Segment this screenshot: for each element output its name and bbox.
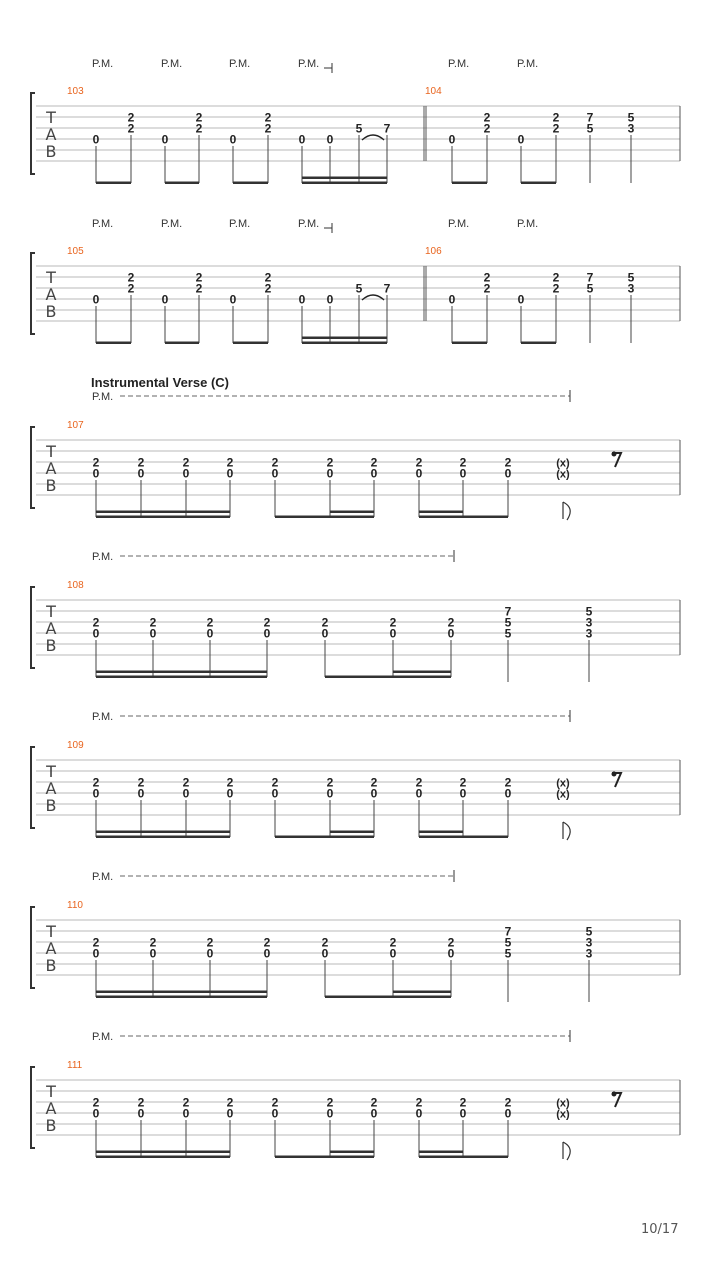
fret-number: 7	[586, 110, 594, 125]
fret-number: 2	[415, 775, 423, 790]
fret-number: 0	[517, 292, 525, 307]
fret-number: 2	[447, 935, 455, 950]
measure-number: 111	[67, 1060, 83, 1071]
fret-number: 2	[389, 615, 397, 630]
system-bracket	[31, 427, 35, 508]
fret-number: 5	[355, 121, 363, 136]
fret-number: 2	[483, 270, 491, 285]
fret-number: 2	[92, 615, 100, 630]
beam	[330, 831, 374, 834]
beam	[96, 1156, 230, 1159]
fret-number: 0	[370, 786, 378, 801]
note-flag	[563, 502, 570, 520]
fret-number: (x)	[556, 1097, 570, 1110]
tab-clef-b: B	[45, 956, 57, 975]
beam	[96, 511, 230, 514]
fret-number: 2	[552, 270, 560, 285]
eighth-rest-dot	[612, 772, 617, 777]
fret-number: 0	[415, 466, 423, 481]
fret-number: 0	[504, 786, 512, 801]
fret-number: 2	[264, 270, 272, 285]
fret-number: 2	[264, 121, 272, 136]
beam	[325, 996, 451, 999]
beam	[275, 516, 374, 519]
fret-number: 0	[206, 626, 214, 641]
fret-number: 2	[92, 775, 100, 790]
measure-number: 107	[67, 420, 84, 431]
fret-number: 2	[137, 1095, 145, 1110]
fret-number: (x)	[556, 457, 570, 470]
fret-number: 0	[226, 786, 234, 801]
fret-number: 0	[298, 132, 306, 147]
beam	[419, 1156, 508, 1159]
fret-number: 0	[92, 946, 100, 961]
fret-number: 5	[504, 615, 512, 630]
beam	[165, 182, 199, 185]
measure-number: 105	[67, 246, 84, 257]
beam	[275, 836, 374, 839]
palm-mute-label: P.M.	[517, 218, 539, 230]
fret-number: 5	[504, 946, 512, 961]
fret-number: 0	[326, 786, 334, 801]
fret-number: 0	[182, 786, 190, 801]
fret-number: 5	[627, 270, 635, 285]
palm-mute-label: P.M.	[92, 551, 114, 563]
fret-number: 0	[504, 466, 512, 481]
fret-number: 2	[271, 455, 279, 470]
palm-mute-label: P.M.	[92, 711, 114, 723]
tab-clef-b: B	[45, 142, 57, 161]
section-marker: Instrumental Verse (C)	[91, 375, 229, 390]
fret-number: 7	[383, 281, 391, 296]
fret-number: 0	[92, 466, 100, 481]
tab-clef-b: B	[45, 302, 57, 321]
beam	[419, 516, 508, 519]
fret-number: 0	[448, 132, 456, 147]
fret-number: 2	[389, 935, 397, 950]
fret-number: (x)	[556, 1108, 570, 1121]
system-bracket	[31, 907, 35, 988]
fret-number: 2	[127, 270, 135, 285]
fret-number: 2	[415, 455, 423, 470]
beam	[96, 831, 230, 834]
fret-number: 5	[586, 281, 594, 296]
beam	[96, 182, 131, 185]
beam	[96, 991, 267, 994]
fret-number: 2	[182, 775, 190, 790]
fret-number: 5	[585, 604, 593, 619]
palm-mute-label: P.M.	[448, 218, 470, 230]
fret-number: 0	[326, 466, 334, 481]
fret-number: 0	[229, 132, 237, 147]
tab-clef-t: T	[46, 108, 56, 127]
fret-number: 0	[448, 292, 456, 307]
fret-number: 2	[263, 615, 271, 630]
beam	[302, 337, 387, 340]
fret-number: 0	[92, 292, 100, 307]
fret-number: 2	[326, 775, 334, 790]
fret-number: 3	[585, 935, 593, 950]
beam	[96, 516, 230, 519]
beam	[302, 342, 387, 345]
measure-number: 103	[67, 86, 84, 97]
fret-number: 2	[415, 1095, 423, 1110]
fret-number: 2	[182, 455, 190, 470]
tab-clef-b: B	[45, 476, 57, 495]
system-bracket	[31, 747, 35, 828]
fret-number: 0	[415, 786, 423, 801]
beam	[96, 671, 267, 674]
system-bracket	[31, 93, 35, 174]
palm-mute-label: P.M.	[161, 218, 183, 230]
tab-clef-t: T	[46, 922, 56, 941]
palm-mute-label: P.M.	[161, 58, 183, 70]
tab-clef-a: A	[45, 1099, 57, 1118]
tab-clef-t: T	[46, 268, 56, 287]
fret-number: 0	[517, 132, 525, 147]
fret-number: 2	[92, 935, 100, 950]
beam	[325, 676, 451, 679]
fret-number: 2	[370, 1095, 378, 1110]
fret-number: 3	[585, 626, 593, 641]
note-flag	[563, 1142, 570, 1160]
beam	[452, 182, 487, 185]
fret-number: 0	[226, 466, 234, 481]
fret-number: 2	[370, 775, 378, 790]
palm-mute-label: P.M.	[92, 391, 114, 403]
fret-number: 2	[447, 615, 455, 630]
palm-mute-label: P.M.	[92, 218, 114, 230]
fret-number: 5	[585, 924, 593, 939]
fret-number: 0	[459, 1106, 467, 1121]
fret-number: 0	[447, 946, 455, 961]
beam	[96, 996, 267, 999]
fret-number: 2	[206, 935, 214, 950]
note-flag	[563, 822, 570, 840]
fret-number: 0	[92, 786, 100, 801]
fret-number: 2	[127, 281, 135, 296]
fret-number: 0	[226, 1106, 234, 1121]
tab-clef-t: T	[46, 602, 56, 621]
tab-clef-b: B	[45, 636, 57, 655]
fret-number: 2	[321, 935, 329, 950]
palm-mute-label: P.M.	[448, 58, 470, 70]
palm-mute-label: P.M.	[229, 218, 251, 230]
palm-mute-label: P.M.	[298, 218, 320, 230]
fret-number: 5	[504, 935, 512, 950]
beam	[419, 831, 463, 834]
fret-number: 2	[195, 110, 203, 125]
fret-number: 2	[271, 775, 279, 790]
system-bracket	[31, 253, 35, 334]
fret-number: 2	[483, 281, 491, 296]
fret-number: 0	[298, 292, 306, 307]
fret-number: 0	[182, 1106, 190, 1121]
measure-number: 109	[67, 740, 84, 751]
fret-number: 0	[504, 1106, 512, 1121]
fret-number: 2	[483, 110, 491, 125]
fret-number: 7	[586, 270, 594, 285]
fret-number: 2	[226, 775, 234, 790]
fret-number: (x)	[556, 468, 570, 481]
fret-number: 2	[552, 281, 560, 296]
tab-clef-t: T	[46, 442, 56, 461]
system-bracket	[31, 1067, 35, 1148]
palm-mute-label: P.M.	[229, 58, 251, 70]
fret-number: 0	[370, 1106, 378, 1121]
fret-number: 2	[226, 1095, 234, 1110]
fret-number: 0	[326, 1106, 334, 1121]
beam	[330, 1151, 374, 1154]
beam	[302, 182, 387, 185]
fret-number: 0	[459, 466, 467, 481]
fret-number: 0	[137, 1106, 145, 1121]
fret-number: 2	[504, 455, 512, 470]
fret-number: 2	[264, 281, 272, 296]
beam	[419, 836, 508, 839]
fret-number: 0	[137, 786, 145, 801]
palm-mute-label: P.M.	[298, 58, 320, 70]
palm-mute-end	[324, 63, 332, 73]
measure-number: 106	[425, 246, 442, 257]
fret-number: 0	[149, 626, 157, 641]
fret-number: 2	[326, 1095, 334, 1110]
fret-number: 2	[459, 455, 467, 470]
fret-number: 2	[92, 1095, 100, 1110]
fret-number: 0	[92, 132, 100, 147]
fret-number: 0	[161, 292, 169, 307]
fret-number: 0	[263, 626, 271, 641]
fret-number: 2	[326, 455, 334, 470]
fret-number: 0	[229, 292, 237, 307]
beam	[96, 836, 230, 839]
fret-number: 2	[149, 615, 157, 630]
palm-mute-end	[324, 223, 332, 233]
fret-number: 0	[149, 946, 157, 961]
palm-mute-label: P.M.	[92, 871, 114, 883]
fret-number: 2	[137, 775, 145, 790]
fret-number: 2	[264, 110, 272, 125]
fret-number: 2	[504, 1095, 512, 1110]
system-bracket	[31, 587, 35, 668]
fret-number: 0	[321, 946, 329, 961]
tab-clef-a: A	[45, 459, 57, 478]
fret-number: 0	[459, 786, 467, 801]
fret-number: 2	[137, 455, 145, 470]
fret-number: 0	[271, 466, 279, 481]
fret-number: 0	[447, 626, 455, 641]
palm-mute-label: P.M.	[92, 1031, 114, 1043]
tab-clef-a: A	[45, 779, 57, 798]
fret-number: 5	[355, 281, 363, 296]
tab-clef-a: A	[45, 285, 57, 304]
page-number: 10/17	[641, 1222, 679, 1237]
fret-number: 3	[627, 281, 635, 296]
tab-clef-t: T	[46, 762, 56, 781]
fret-number: 0	[271, 1106, 279, 1121]
fret-number: 2	[459, 1095, 467, 1110]
fret-number: 2	[370, 455, 378, 470]
tab-clef-a: A	[45, 619, 57, 638]
eighth-rest-dot	[612, 1092, 617, 1097]
beam	[419, 1151, 463, 1154]
beam	[233, 182, 268, 185]
fret-number: 2	[504, 775, 512, 790]
fret-number: 0	[92, 1106, 100, 1121]
fret-number: 2	[127, 121, 135, 136]
fret-number: 0	[182, 466, 190, 481]
fret-number: 2	[195, 121, 203, 136]
beam	[452, 342, 487, 345]
eighth-rest-dot	[612, 452, 617, 457]
palm-mute-label: P.M.	[92, 58, 114, 70]
beam	[96, 342, 131, 345]
palm-mute-label: P.M.	[517, 58, 539, 70]
beam	[330, 511, 374, 514]
tab-clef-b: B	[45, 796, 57, 815]
fret-number: 0	[389, 946, 397, 961]
tab-clef-a: A	[45, 939, 57, 958]
beam	[521, 182, 556, 185]
fret-number: (x)	[556, 788, 570, 801]
fret-number: 2	[226, 455, 234, 470]
fret-number: 0	[137, 466, 145, 481]
fret-number: 0	[389, 626, 397, 641]
fret-number: 2	[149, 935, 157, 950]
fret-number: 2	[483, 121, 491, 136]
tab-clef-b: B	[45, 1116, 57, 1135]
fret-number: 2	[263, 935, 271, 950]
fret-number: 3	[585, 615, 593, 630]
fret-number: (x)	[556, 777, 570, 790]
fret-number: 0	[263, 946, 271, 961]
fret-number: 2	[552, 110, 560, 125]
fret-number: 2	[321, 615, 329, 630]
fret-number: 0	[206, 946, 214, 961]
tab-clef-t: T	[46, 1082, 56, 1101]
tab-clef-a: A	[45, 125, 57, 144]
fret-number: 2	[127, 110, 135, 125]
fret-number: 5	[586, 121, 594, 136]
beam	[302, 177, 387, 180]
fret-number: 2	[271, 1095, 279, 1110]
fret-number: 2	[206, 615, 214, 630]
fret-number: 0	[92, 626, 100, 641]
beam	[96, 1151, 230, 1154]
beam	[419, 511, 463, 514]
fret-number: 2	[459, 775, 467, 790]
fret-number: 3	[627, 121, 635, 136]
fret-number: 7	[504, 604, 512, 619]
measure-number: 108	[67, 580, 84, 591]
beam	[521, 342, 556, 345]
fret-number: 2	[195, 281, 203, 296]
fret-number: 3	[585, 946, 593, 961]
beam	[233, 342, 268, 345]
fret-number: 0	[415, 1106, 423, 1121]
beam	[393, 671, 451, 674]
fret-number: 7	[504, 924, 512, 939]
fret-number: 5	[627, 110, 635, 125]
beam	[165, 342, 199, 345]
fret-number: 0	[271, 786, 279, 801]
fret-number: 0	[161, 132, 169, 147]
fret-number: 0	[370, 466, 378, 481]
beam	[96, 676, 267, 679]
measure-number: 110	[67, 900, 83, 911]
fret-number: 2	[182, 1095, 190, 1110]
fret-number: 2	[92, 455, 100, 470]
beam	[275, 1156, 374, 1159]
fret-number: 0	[326, 292, 334, 307]
fret-number: 7	[383, 121, 391, 136]
fret-number: 2	[195, 270, 203, 285]
fret-number: 0	[321, 626, 329, 641]
measure-number: 104	[425, 86, 442, 97]
fret-number: 0	[326, 132, 334, 147]
fret-number: 2	[552, 121, 560, 136]
beam	[393, 991, 451, 994]
fret-number: 5	[504, 626, 512, 641]
